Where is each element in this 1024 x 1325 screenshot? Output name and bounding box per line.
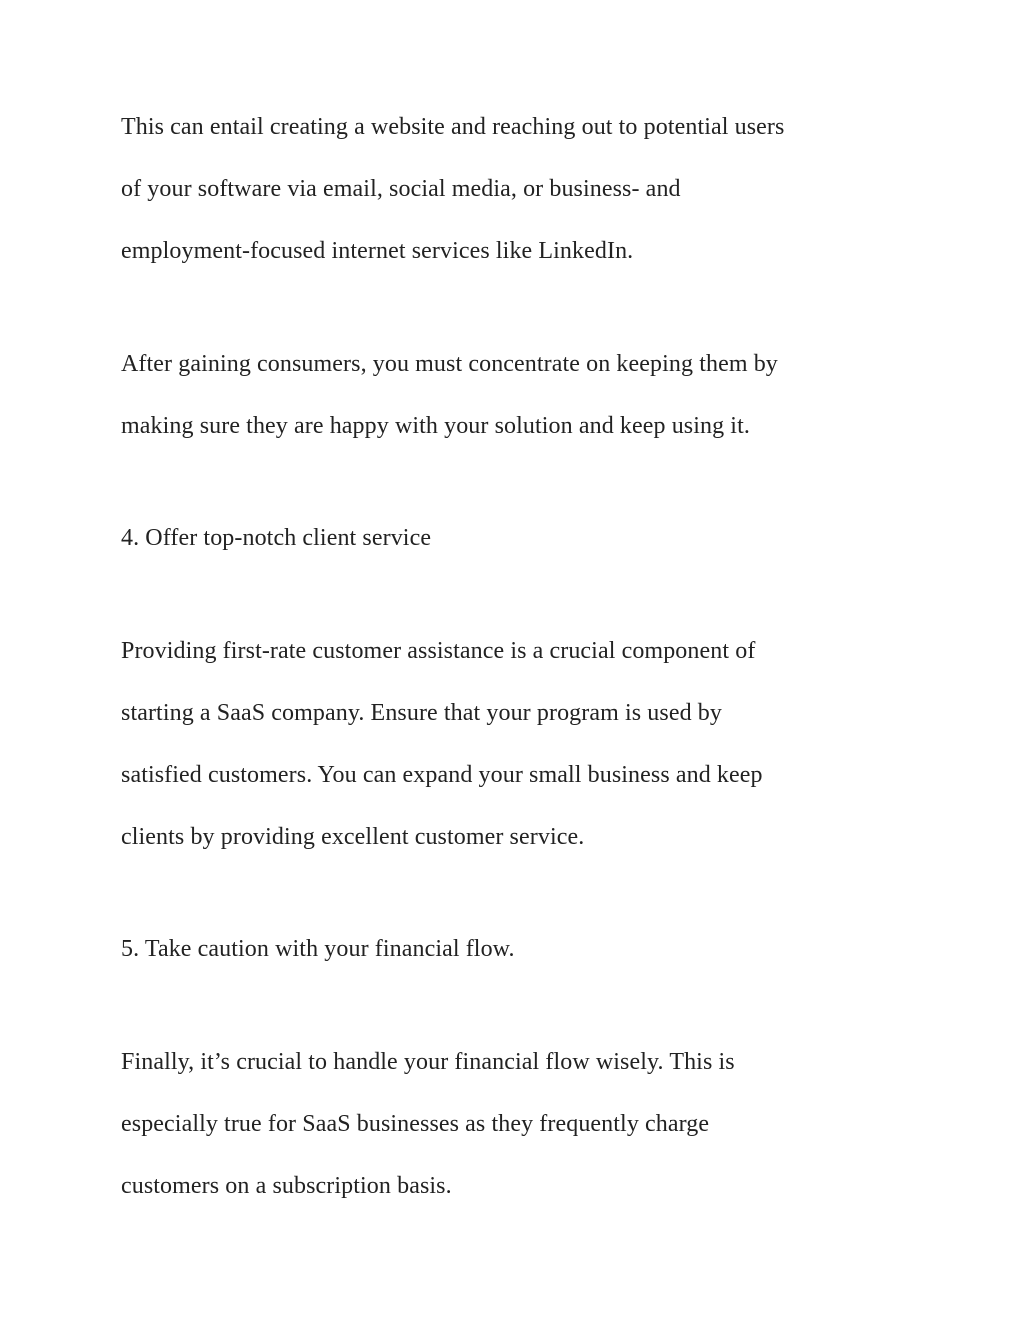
heading-text: 4. Offer top-notch client service: [121, 525, 432, 551]
heading-text: 5. Take caution with your financial flow.: [121, 936, 515, 962]
text-line: making sure they are happy with your solution and keep using it.: [121, 413, 750, 439]
text-line: After gaining consumers, you must concentrate on keeping them by: [121, 351, 778, 377]
text-line: especially true for SaaS businesses as they frequently charge: [121, 1111, 710, 1137]
text-line: of your software via email, social media, or business- and: [121, 176, 681, 202]
text-line: satisfied customers. You can expand your small business and keep: [121, 762, 763, 788]
text-line: customers on a subscription basis.: [121, 1173, 452, 1199]
text-line: Providing first-rate customer assistance is a crucial component of: [121, 638, 756, 664]
text-line: This can entail creating a website and reaching out to potential users: [121, 114, 785, 140]
text-line: employment-focused internet services like LinkedIn.: [121, 238, 634, 264]
text-line: Finally, it’s crucial to handle your financial flow wisely. This is: [121, 1049, 735, 1075]
text-line: clients by providing excellent customer service.: [121, 824, 585, 850]
text-line: starting a SaaS company. Ensure that your program is used by: [121, 700, 722, 726]
